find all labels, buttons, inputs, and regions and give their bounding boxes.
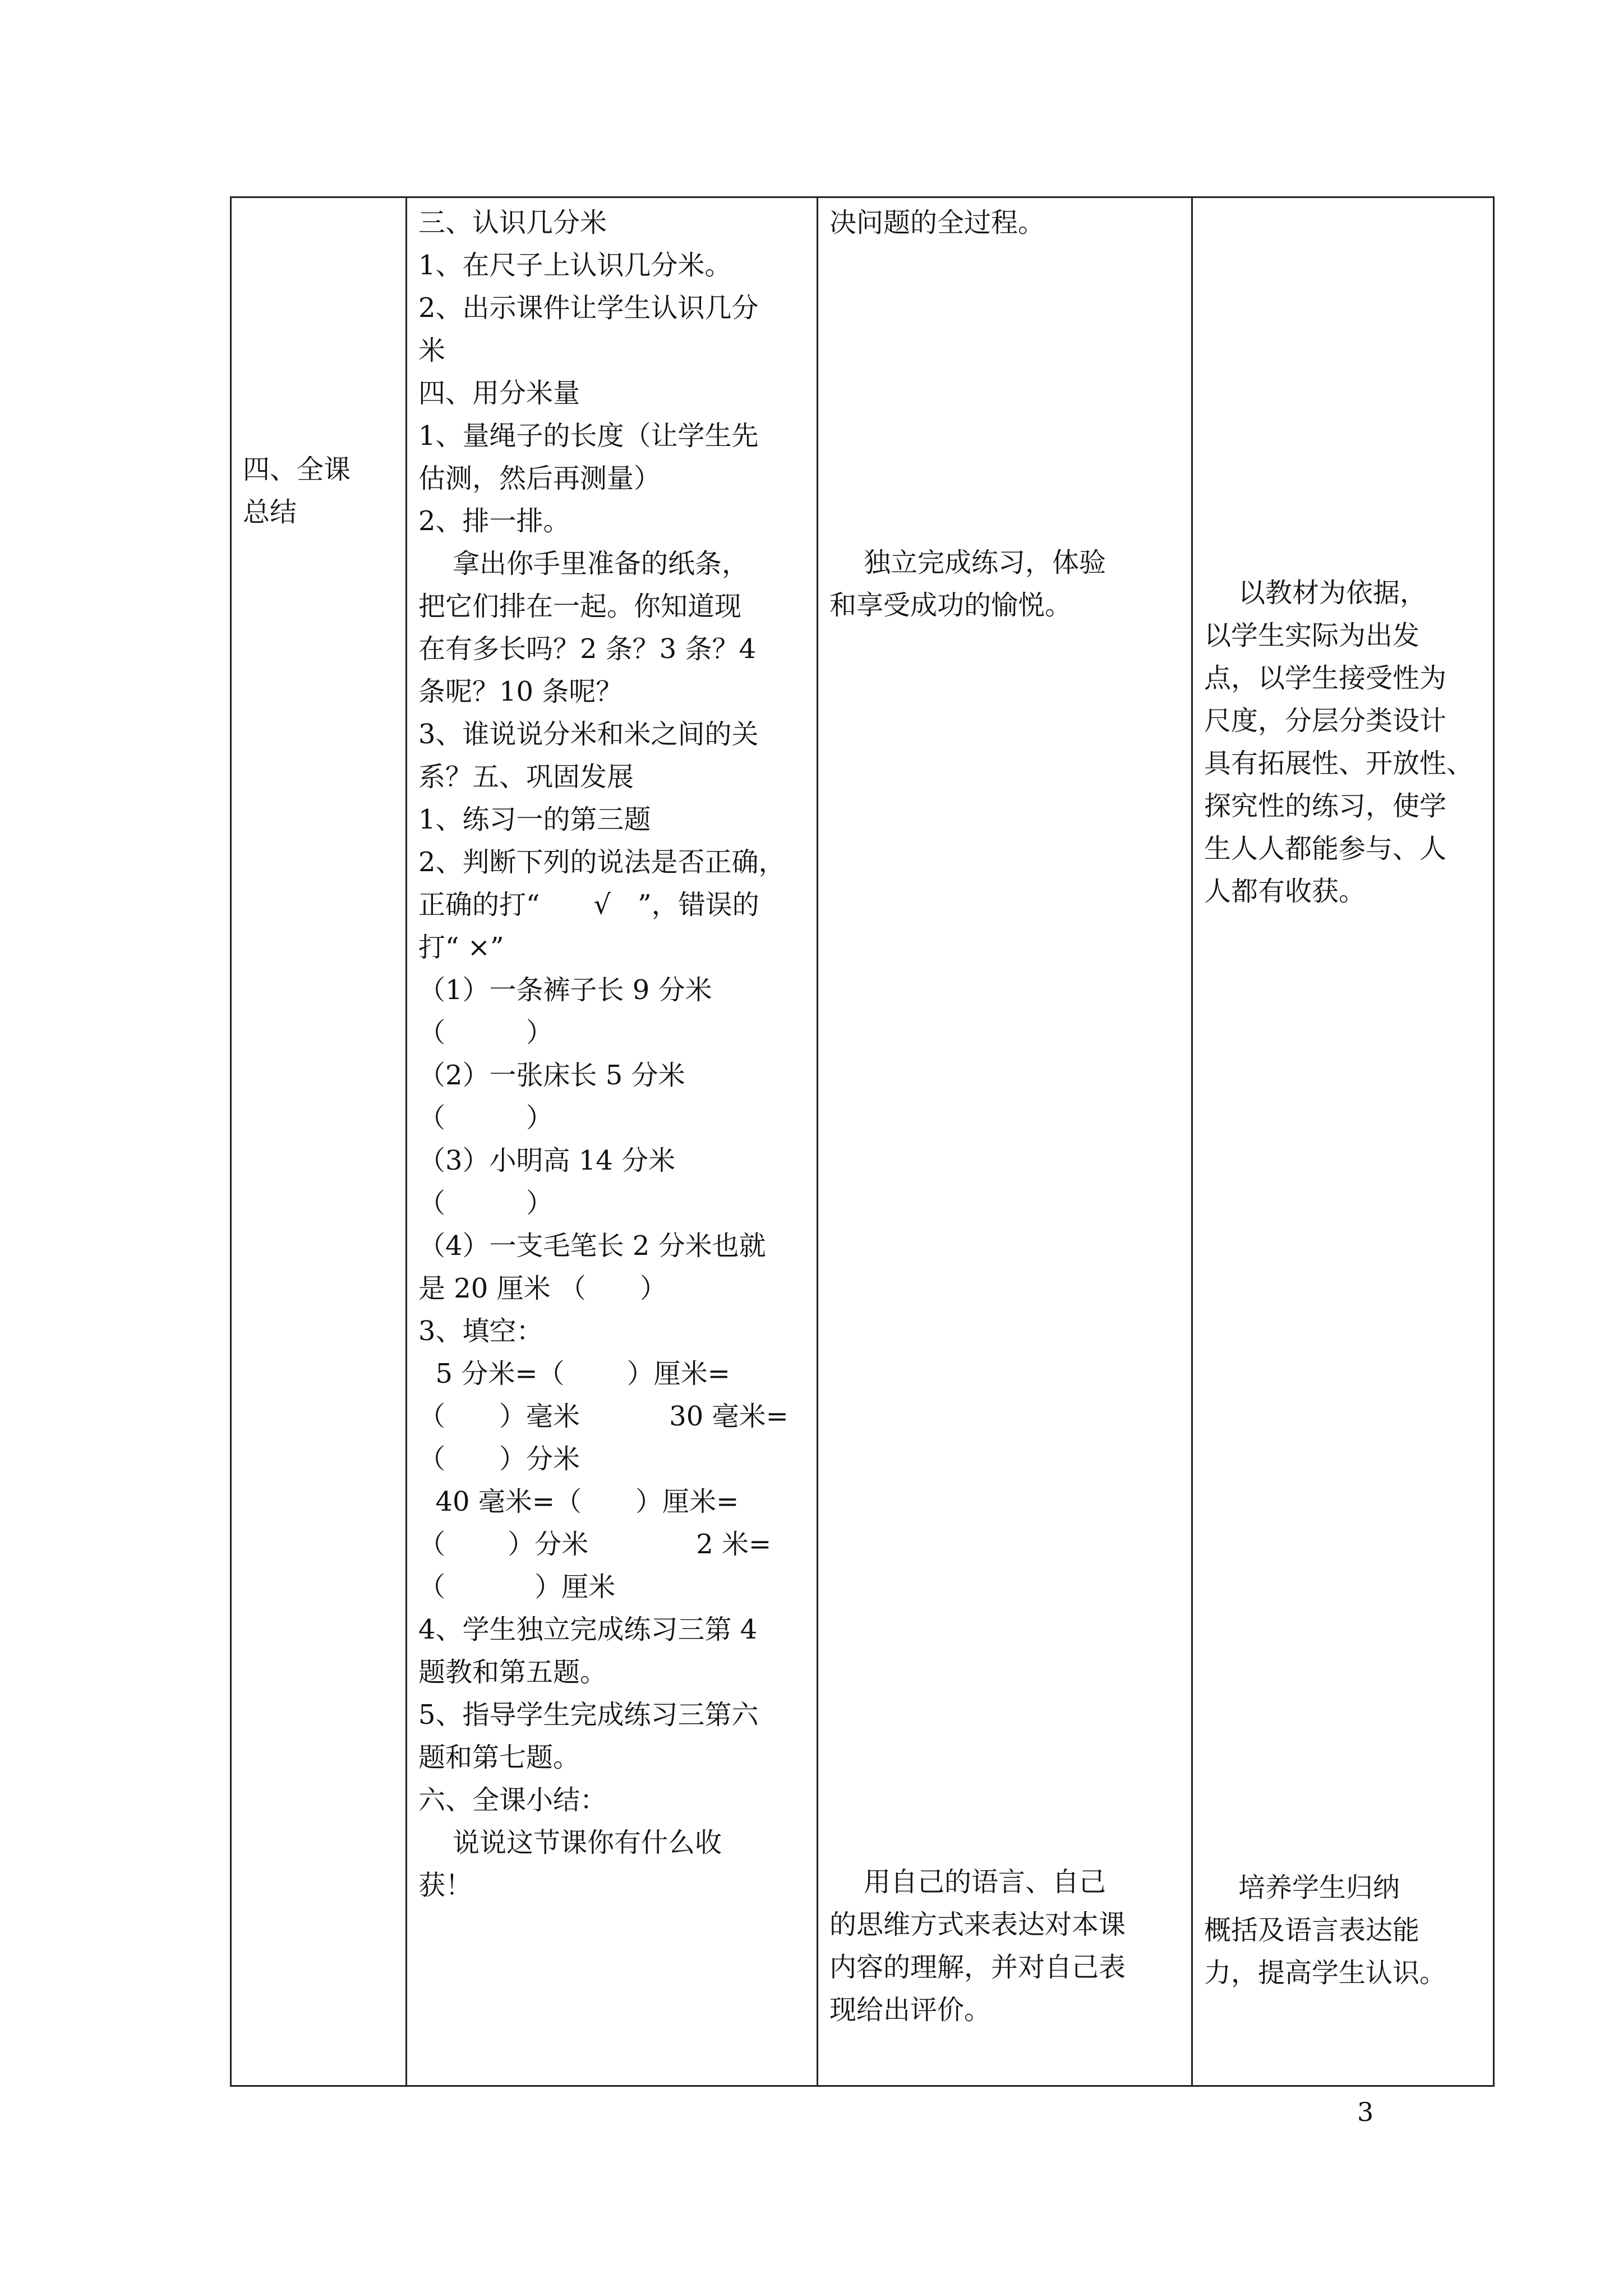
teaching-process-line: 1、量绳子的长度（让学生先	[418, 420, 759, 452]
section-title-cell	[231, 197, 407, 2086]
section-title-line: 总结	[243, 496, 297, 528]
teaching-process-line: 拿出你手里准备的纸条，	[418, 548, 749, 579]
design-intent-line: 点，以学生接受性为	[1204, 662, 1447, 694]
student-activity-line: 的思维方式来表达对本课	[829, 1909, 1126, 1940]
teaching-process-line: 5、指导学生完成练习三第六	[418, 1699, 759, 1731]
design-intent-line: 具有拓展性、开放性、	[1204, 748, 1474, 779]
teaching-process-line: 40 毫米=（ ）厘米=	[418, 1486, 739, 1517]
design-intent-line: 尺度，分层分类设计	[1204, 705, 1447, 737]
design-intent-line: 生人人都能参与、人	[1204, 833, 1447, 864]
teaching-process-line: 5 分米=（ ）厘米=	[418, 1358, 731, 1389]
teaching-process-line: 正确的打“ √ ”，错误的	[418, 889, 759, 921]
design-intent-cell	[1192, 197, 1494, 2086]
teaching-process-lines	[418, 201, 805, 1907]
teaching-process-line: （ ）分米 2 米=	[418, 1529, 772, 1560]
student-activity-line: 和享受成功的愉悦。	[829, 590, 1072, 621]
teaching-process-line: 三、认识几分米	[418, 207, 607, 238]
teaching-process-line: （2）一张床长 5 分米	[418, 1060, 685, 1091]
teaching-process-line: 题和第七题。	[418, 1742, 580, 1773]
design-intent-line: 培养学生归纳	[1204, 1872, 1400, 1903]
student-activity-line: 用自己的语言、自己	[829, 1866, 1106, 1898]
teaching-process-line: 3、谁说说分米和米之间的关	[418, 719, 759, 750]
teaching-process-line: 把它们排在一起。你知道现	[418, 591, 742, 622]
student-activity-line: 决问题的全过程。	[829, 207, 1045, 238]
teaching-process-line: （1）一条裤子长 9 分米	[418, 974, 712, 1006]
teaching-process-line: 六、全课小结：	[418, 1784, 607, 1816]
teaching-process-line: 是 20 厘米 （ ）	[418, 1273, 667, 1304]
teaching-process-line: 四、用分米量	[418, 378, 580, 409]
teaching-process-line: 3、填空：	[418, 1315, 543, 1347]
teaching-process-line: 在有多长吗？2 条？3 条？4	[418, 633, 757, 665]
teaching-process-line: 条呢？10 条呢？	[418, 676, 623, 707]
teaching-process-line: 2、出示课件让学生认识几分	[418, 292, 759, 324]
teaching-process-line: 4、学生独立完成练习三第 4	[418, 1614, 758, 1645]
teaching-process-line: 打“ ×”	[418, 932, 504, 963]
teaching-process-line: 估测，然后再测量）	[418, 463, 661, 494]
design-intent-line: 概括及语言表达能	[1204, 1915, 1420, 1946]
teaching-process-line: （ ）分米	[418, 1443, 580, 1475]
teaching-process-line: （ ）毫米 30 毫米=	[418, 1401, 789, 1432]
teaching-process-line: 系？五、巩固发展	[418, 761, 634, 793]
student-activity-line: 独立完成练习，体验	[829, 547, 1106, 578]
teaching-process-line: 2、判断下列的说法是否正确，	[418, 846, 786, 878]
teaching-process-line: 1、练习一的第三题	[418, 804, 651, 835]
teaching-process-line: 2、排一排。	[418, 505, 570, 537]
student-activity-line: 内容的理解，并对自己表	[829, 1952, 1126, 1983]
teaching-process-line: 1、在尺子上认识几分米。	[418, 250, 732, 281]
teaching-process-line: （3）小明高 14 分米	[418, 1145, 676, 1176]
design-intent-line: 以教材为依据，	[1204, 577, 1427, 609]
design-intent-line: 以学生实际为出发	[1204, 620, 1420, 651]
student-activity-line: 现给出评价。	[829, 1994, 992, 2026]
teaching-process-line: 获！	[418, 1870, 473, 1901]
teaching-process-cell	[407, 197, 818, 2086]
section-title-line: 四、全课	[243, 454, 351, 485]
teaching-process-line: （ ）	[418, 1102, 554, 1134]
lesson-plan-table	[230, 196, 1495, 2087]
design-intent-line: 探究性的练习，使学	[1204, 790, 1447, 822]
page-number: 3	[1357, 2097, 1374, 2127]
design-intent-line: 力，提高学生认识。	[1204, 1957, 1447, 1989]
teaching-process-line: （ ）	[418, 1188, 554, 1219]
teaching-process-line: 题教和第五题。	[418, 1657, 607, 1688]
student-activity-cell	[818, 197, 1192, 2086]
teaching-process-line: （ ）	[418, 1017, 554, 1048]
teaching-process-line: 米	[418, 335, 446, 366]
teaching-process-line: （4）一支毛笔长 2 分米也就	[418, 1230, 766, 1262]
table-row	[231, 197, 1494, 2086]
design-intent-line: 人都有收获。	[1204, 876, 1366, 907]
teaching-process-line: （ ）厘米	[418, 1571, 616, 1603]
teaching-process-line: 说说这节课你有什么收	[418, 1827, 722, 1858]
